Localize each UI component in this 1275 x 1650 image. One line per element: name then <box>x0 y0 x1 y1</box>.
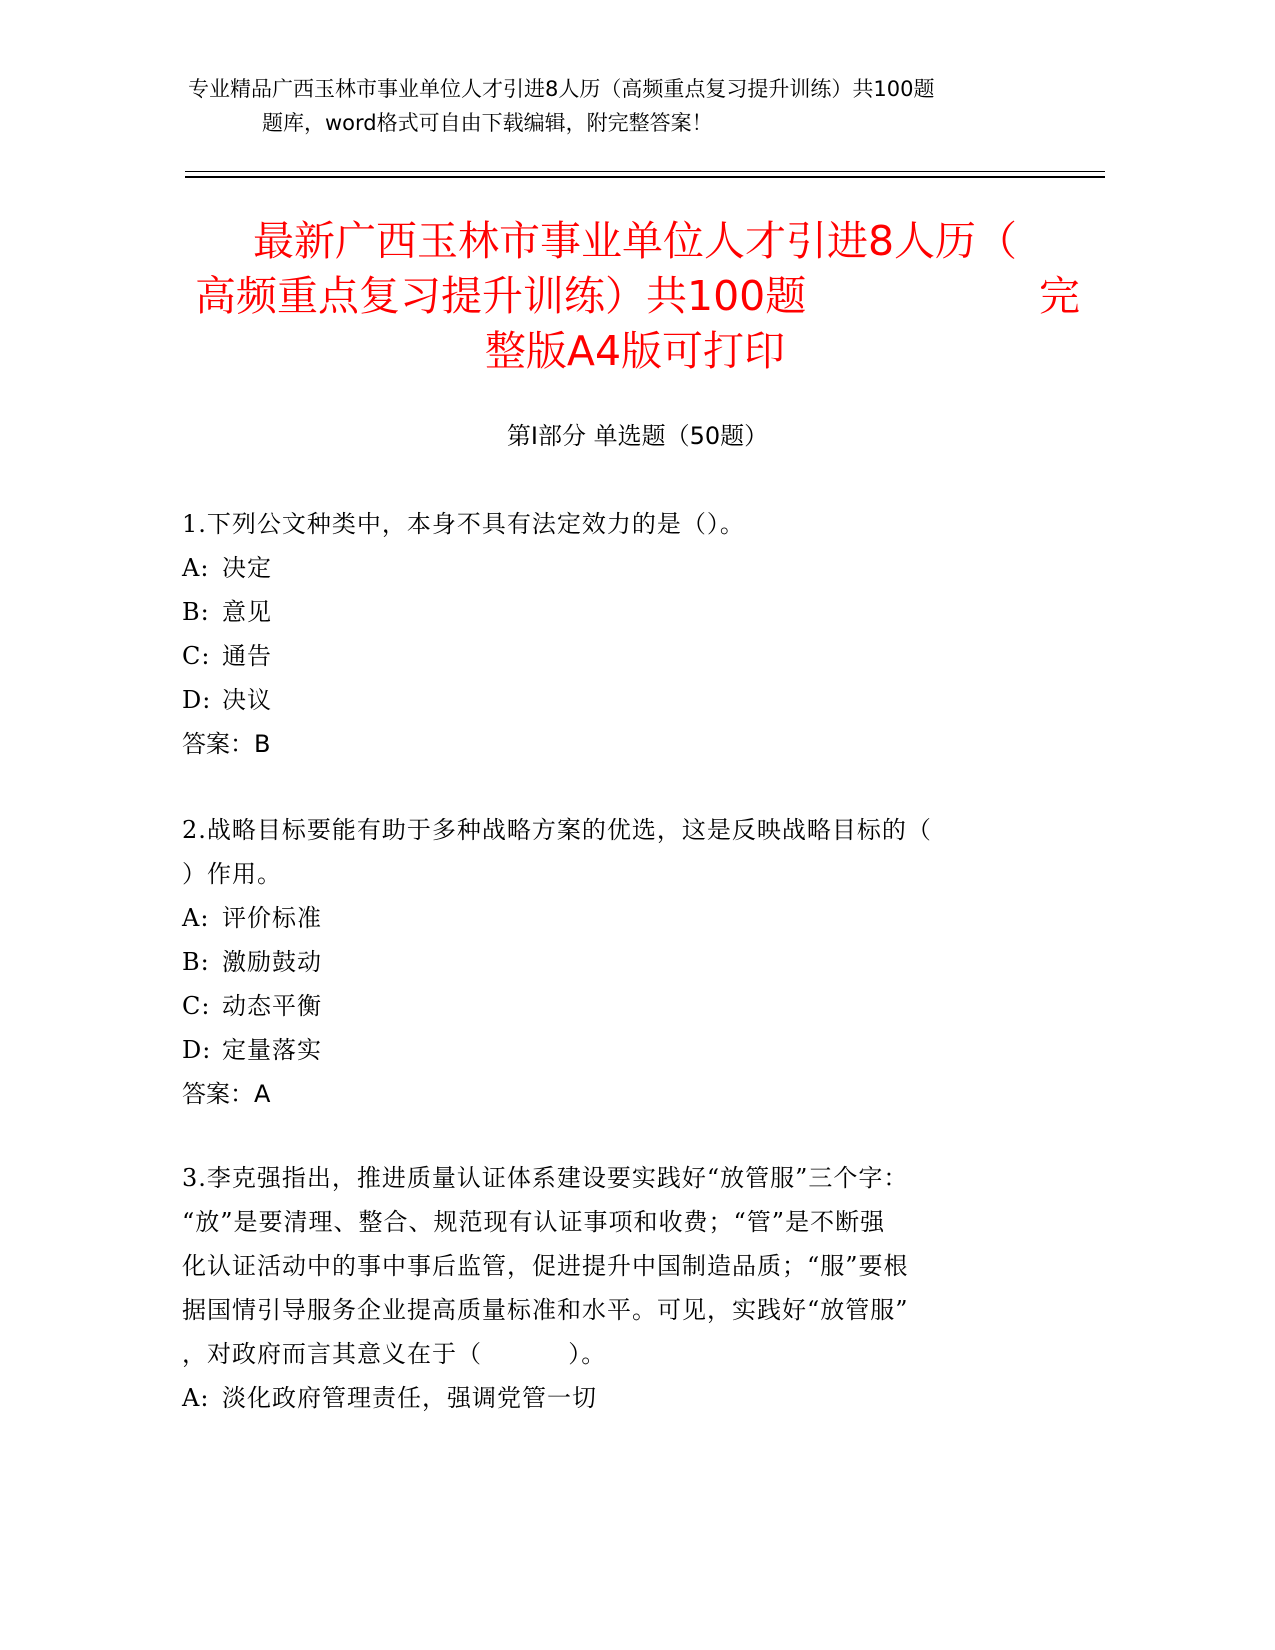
question-stem-line-5: ，对政府而言其意义在于（ ）。 <box>182 1340 607 1368</box>
option-text: 动态平衡 <box>222 992 322 1020</box>
option-text: 评价标准 <box>222 904 322 932</box>
option-key: A: <box>182 554 210 582</box>
question-2 <box>182 808 1022 1116</box>
option-text: 通告 <box>222 642 272 670</box>
option-c <box>182 984 1022 1028</box>
title-line-2-main: 高频重点复习提升训练）共100题 <box>195 272 807 320</box>
header-note-line-1: 专业精品广西玉林市事业单位人才引进8人历（高频重点复习提升训练）共100题 <box>188 77 935 101</box>
option-key: A: <box>182 1384 210 1412</box>
question-stem-line-4: 据国情引导服务企业提高质量标准和水平。可见，实践好“放管服” <box>182 1296 909 1324</box>
question-stem: 1.下列公文种类中，本身不具有法定效力的是（）。 <box>182 510 745 538</box>
option-key: B: <box>182 598 210 626</box>
option-c <box>182 634 1022 678</box>
option-d <box>182 1028 1022 1072</box>
question-stem-line-1: 3.李克强指出，推进质量认证体系建设要实践好“放管服”三个字： <box>182 1164 909 1192</box>
option-a <box>182 896 1022 940</box>
question-stem-line-2: ）作用。 <box>182 860 282 888</box>
option-a <box>182 546 1022 590</box>
option-text: 淡化政府管理责任，强调党管一切 <box>222 1384 597 1412</box>
option-b <box>182 940 1022 984</box>
answer-line: 答案：A <box>182 1080 271 1108</box>
question-stem-line-2: “放”是要清理、整合、规范现有认证事项和收费；“管”是不断强 <box>182 1208 886 1236</box>
option-key: C: <box>182 642 211 670</box>
option-text: 决议 <box>222 686 272 714</box>
header-note-line-2: 题库，word格式可自由下载编辑，附完整答案！ <box>262 111 713 135</box>
header-note <box>180 72 1080 140</box>
section-heading: 第Ⅰ部分 单选题（50题） <box>506 422 769 450</box>
header-divider-thin <box>185 171 1105 172</box>
question-stem-line-1: 2.战略目标要能有助于多种战略方案的优选，这是反映战略目标的（ <box>182 816 932 844</box>
title-line-2 <box>185 269 1085 324</box>
question-stem-line-3: 化认证活动中的事中事后监管，促进提升中国制造品质；“服”要根 <box>182 1252 909 1280</box>
option-d <box>182 678 1022 722</box>
title-line-2-end: 完 <box>1039 272 1080 320</box>
header-divider-thick <box>185 176 1105 178</box>
option-b <box>182 590 1022 634</box>
option-text: 决定 <box>222 554 272 582</box>
option-key: A: <box>182 904 210 932</box>
option-key: C: <box>182 992 211 1020</box>
option-text: 定量落实 <box>222 1036 322 1064</box>
document-title <box>185 214 1085 379</box>
option-text: 激励鼓动 <box>222 948 322 976</box>
option-key: D: <box>182 1036 212 1064</box>
option-key: B: <box>182 948 210 976</box>
option-a <box>182 1376 1022 1420</box>
question-1 <box>182 502 1022 766</box>
title-line-3: 整版A4版可打印 <box>484 327 786 375</box>
title-line-1: 最新广西玉林市事业单位人才引进8人历（ <box>252 217 1018 265</box>
question-3 <box>182 1156 1022 1420</box>
answer-line: 答案：B <box>182 730 271 758</box>
option-key: D: <box>182 686 212 714</box>
option-text: 意见 <box>222 598 272 626</box>
